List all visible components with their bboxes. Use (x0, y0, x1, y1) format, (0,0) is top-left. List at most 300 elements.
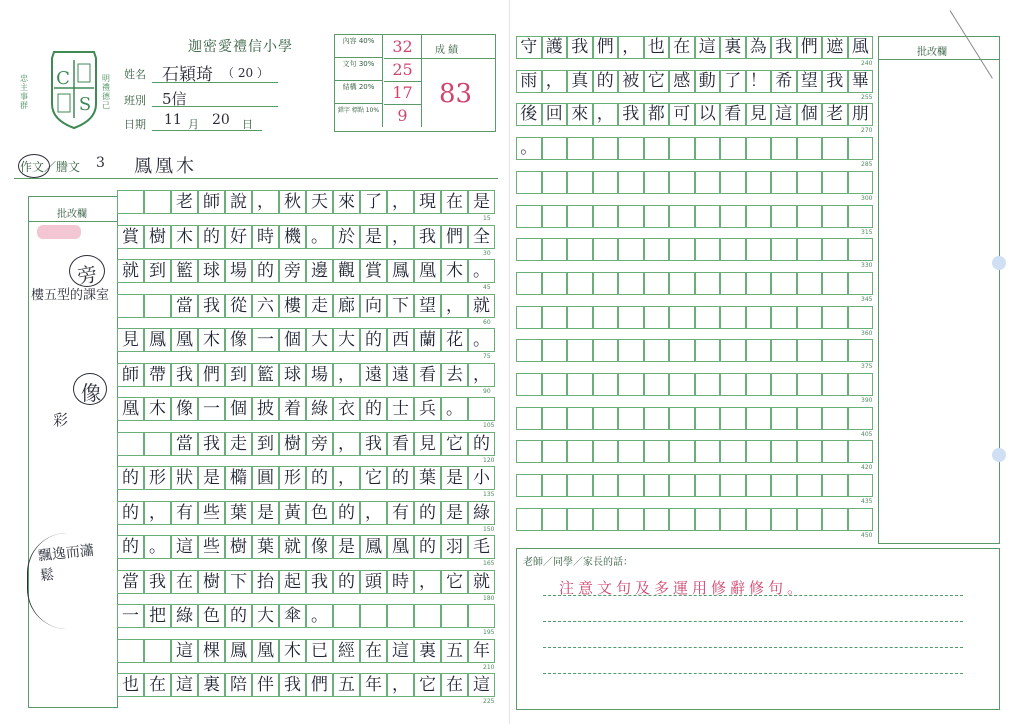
right-grid-cell (720, 272, 746, 295)
right-grid-char: 回 (545, 104, 563, 125)
left-grid-char: 走 (230, 433, 247, 454)
right-grid-cell (695, 440, 721, 463)
right-grid-cell (542, 440, 568, 463)
left-grid-char: 天 (311, 192, 328, 212)
right-grid-char: 以 (698, 104, 716, 125)
right-grid-cell (771, 508, 797, 531)
binder-hole-bottom (992, 448, 1006, 462)
right-grid-cell (695, 238, 721, 261)
binder-hole-top (992, 256, 1006, 270)
left-grid-char: 圓 (257, 468, 274, 488)
date-underline (152, 130, 262, 131)
left-grid-char: 伴 (257, 675, 274, 695)
left-grid-cell (468, 604, 495, 628)
right-grid-cell (516, 272, 542, 295)
left-grid-char: 凰 (122, 399, 139, 419)
right-grid-cell (618, 306, 644, 329)
left-grid-char: 就 (284, 537, 301, 557)
score-label-sentences: 文句 30% (335, 58, 383, 81)
left-grid-char: 這 (176, 640, 193, 661)
left-grid-char: 凰 (257, 640, 274, 661)
left-grid-cell (387, 604, 414, 628)
left-grid-char: ， (149, 502, 166, 523)
right-grid-cell (695, 474, 721, 497)
right-grid-cell (695, 272, 721, 295)
right-grid-cell (542, 272, 568, 295)
left-grid-char: 看 (392, 433, 409, 454)
comment-column-right (878, 36, 1000, 544)
right-grid-char: 這 (698, 37, 716, 57)
left-grid-char: ， (446, 295, 463, 316)
right-grid-cell (593, 171, 619, 194)
right-grid-cell (516, 373, 542, 396)
left-grid-char: 些 (203, 502, 220, 523)
comment-cai: 彩 (53, 411, 69, 429)
right-grid-char: 們 (596, 37, 614, 57)
right-grid-cell (848, 306, 874, 329)
right-grid-cell (746, 508, 772, 531)
right-grid-cell (593, 373, 619, 396)
right-grid-cell (516, 171, 542, 194)
right-grid-cell (797, 306, 823, 329)
right-grid-cell (593, 272, 619, 295)
right-grid-cell (669, 306, 695, 329)
right-grid-cell (797, 440, 823, 463)
left-grid-char: 的 (122, 537, 139, 557)
comment-elegant: 飄逸而瀟鬆 (37, 542, 95, 585)
left-row-count: 135 (483, 491, 495, 498)
right-grid-cell (771, 238, 797, 261)
left-grid-char: 有 (176, 502, 193, 523)
right-grid-cell (618, 137, 644, 160)
left-row-count: 180 (483, 594, 495, 602)
left-grid-char: 到 (230, 364, 247, 385)
comment-xiang: 像 (81, 381, 101, 405)
feedback-line-4 (543, 673, 963, 674)
left-grid-char: 的 (473, 433, 490, 454)
right-grid-cell (593, 440, 619, 463)
right-grid-cell (644, 171, 670, 194)
right-grid-cell (567, 474, 593, 497)
left-grid-char: 見 (419, 433, 436, 454)
left-grid-char: 下 (230, 571, 247, 592)
left-grid-char: 的 (365, 399, 382, 419)
left-grid-cell (117, 190, 144, 214)
right-grid-char: 望 (800, 70, 818, 91)
right-grid-cell (542, 306, 568, 329)
right-grid-cell (567, 171, 593, 194)
right-grid-char: 個 (800, 104, 818, 125)
left-grid-char: 們 (203, 364, 220, 385)
right-grid-cell (618, 474, 644, 497)
left-grid-char: 。 (149, 537, 166, 557)
right-grid-cell (644, 440, 670, 463)
right-grid-cell (618, 238, 644, 261)
feedback-label: 老師／同學／家長的話： (523, 557, 633, 568)
left-grid-char: 綠 (473, 502, 490, 523)
feedback-line-3 (543, 647, 963, 648)
left-grid-cell (468, 397, 495, 421)
right-grid-cell (618, 205, 644, 228)
right-row-count: 270 (861, 127, 873, 135)
left-grid-char: 它 (446, 433, 463, 454)
left-grid-char: 些 (203, 537, 220, 557)
left-grid-char: 我 (365, 433, 382, 454)
right-grid-cell (669, 171, 695, 194)
left-grid-char: 綠 (311, 399, 328, 419)
student-number: （ 20 ） (222, 66, 269, 80)
right-row-count: 375 (861, 363, 873, 371)
left-grid-char: 秋 (284, 192, 301, 212)
right-grid-cell (822, 474, 848, 497)
left-row-count: 105 (483, 422, 495, 429)
score-label-structure: 結構 20% (335, 81, 383, 104)
left-grid-char: 木 (203, 330, 220, 350)
left-grid-char: 鳳 (365, 537, 382, 557)
right-grid-cell (644, 508, 670, 531)
left-grid-char: 就 (473, 571, 490, 592)
right-grid-cell (822, 339, 848, 362)
right-grid-cell (746, 205, 772, 228)
comment-column-label-right: 批改欄 (917, 47, 947, 58)
left-grid-char: 橢 (230, 468, 247, 488)
right-grid-cell (669, 508, 695, 531)
left-grid-char: 。 (311, 606, 328, 626)
name-label: 姓名 (124, 68, 146, 81)
left-grid-char: 的 (419, 502, 436, 523)
right-grid-cell (644, 205, 670, 228)
left-grid-char: 樓 (284, 295, 301, 316)
left-grid-char: 的 (122, 468, 139, 488)
right-grid-cell (771, 306, 797, 329)
right-grid-cell (771, 137, 797, 160)
left-grid-char: ， (473, 364, 490, 385)
right-row-count: 285 (861, 161, 873, 169)
left-grid-char: 頭 (365, 571, 382, 592)
left-grid-char: 像 (311, 537, 328, 557)
left-grid-char: 現 (419, 192, 436, 212)
right-grid-cell (644, 373, 670, 396)
left-grid-char: 球 (284, 364, 301, 385)
right-grid-char: 裏 (724, 37, 742, 57)
right-grid-cell (720, 339, 746, 362)
right-grid-cell (618, 407, 644, 430)
feedback-line-2 (543, 621, 963, 622)
left-grid-char: 這 (392, 640, 409, 661)
right-grid-cell (695, 508, 721, 531)
left-grid-char: 西 (392, 330, 409, 350)
left-grid-char: 它 (446, 571, 463, 592)
right-grid-cell (822, 171, 848, 194)
right-grid-cell (797, 373, 823, 396)
right-grid-cell (567, 137, 593, 160)
right-grid-cell (822, 306, 848, 329)
left-grid-char: 賞 (365, 261, 382, 281)
left-grid-char: 經 (338, 640, 355, 661)
right-grid-cell (771, 373, 797, 396)
right-grid-cell (644, 474, 670, 497)
draft-number: 3 (96, 155, 105, 171)
left-grid-char: ， (338, 433, 355, 454)
left-grid-char: 狀 (176, 468, 193, 488)
left-grid-char: 。 (473, 261, 490, 281)
right-grid-cell (822, 137, 848, 160)
right-grid-cell (618, 373, 644, 396)
left-row-count: 60 (483, 318, 491, 326)
left-grid-char: 木 (176, 226, 193, 247)
left-grid-char: 的 (122, 502, 139, 523)
left-grid-char: 是 (446, 502, 463, 523)
left-grid-char: 的 (392, 468, 409, 488)
comment-elegant-bracket (27, 533, 98, 629)
right-grid-cell (644, 272, 670, 295)
right-grid-char: 老 (826, 104, 844, 125)
right-grid-cell (797, 474, 823, 497)
right-grid-char: 可 (673, 104, 691, 125)
left-grid-char: ， (392, 226, 409, 247)
left-grid-cell (144, 294, 171, 318)
right-grid-cell (669, 373, 695, 396)
comment-column-left (28, 196, 118, 708)
right-grid-cell (720, 205, 746, 228)
left-grid-char: 木 (284, 640, 301, 661)
feedback-box (516, 548, 1000, 710)
right-row-count: 345 (861, 295, 873, 303)
left-grid-char: 裏 (203, 675, 220, 695)
right-grid-cell (848, 137, 874, 160)
right-grid-cell (567, 407, 593, 430)
right-grid-cell (593, 205, 619, 228)
left-grid-cell (441, 604, 468, 628)
right-grid-cell (593, 137, 619, 160)
right-grid-cell (695, 306, 721, 329)
left-grid-char: 大 (338, 330, 355, 350)
left-grid-char: 旁 (284, 261, 301, 281)
comment-classroom: 樓五型的課室 (31, 288, 110, 303)
left-grid-char: 凰 (392, 537, 409, 557)
right-grid-cell (542, 373, 568, 396)
left-grid-char: 。 (473, 330, 490, 350)
right-grid-cell (567, 440, 593, 463)
left-grid-cell (117, 432, 144, 456)
left-grid-char: 的 (338, 502, 355, 523)
right-grid-cell (797, 407, 823, 430)
left-grid-char: 帶 (149, 364, 166, 385)
left-grid-cell (360, 604, 387, 628)
feedback-line-1 (543, 595, 963, 596)
right-grid-cell (669, 440, 695, 463)
left-grid-char: 葉 (257, 537, 274, 557)
left-grid-char: 傘 (284, 606, 301, 626)
left-grid-char: 到 (149, 261, 166, 281)
right-grid-cell (822, 205, 848, 228)
left-grid-char: 我 (149, 571, 166, 592)
name-underline (152, 82, 278, 83)
right-grid-char: 。 (520, 138, 538, 159)
left-grid-char: 時 (257, 226, 274, 247)
right-row-count: 330 (861, 262, 873, 270)
right-grid-char: 希 (775, 70, 793, 91)
right-grid-cell (797, 238, 823, 261)
right-grid-cell (567, 238, 593, 261)
left-grid-cell (144, 432, 171, 456)
right-grid-cell (542, 474, 568, 497)
left-grid-char: ， (257, 192, 274, 212)
essay-title: 鳳凰木 (134, 156, 197, 177)
right-grid-char: 風 (851, 37, 869, 57)
school-name: 迦密愛禮信小學 (188, 39, 293, 55)
right-grid-char: ， (596, 104, 614, 125)
right-grid-cell (644, 306, 670, 329)
right-grid-cell (822, 407, 848, 430)
left-grid-char: 在 (446, 675, 463, 695)
score-value-content: 32 (384, 35, 422, 59)
left-grid-cell (144, 639, 171, 663)
left-grid-char: 好 (230, 226, 247, 247)
right-grid-cell (771, 205, 797, 228)
right-grid-cell (771, 171, 797, 194)
left-grid-char: 場 (230, 261, 247, 281)
score-value-sentences: 25 (384, 58, 422, 82)
left-grid-char: 我 (203, 433, 220, 454)
day-unit: 日 (242, 118, 253, 131)
left-grid-char: 形 (149, 468, 166, 488)
right-row-count: 360 (861, 329, 873, 337)
left-grid-char: 當 (122, 571, 139, 592)
right-grid-char: 我 (622, 104, 640, 125)
left-grid-char: 是 (473, 192, 490, 212)
right-grid-cell (746, 171, 772, 194)
left-grid-cell (144, 190, 171, 214)
left-grid-char: 老 (176, 192, 193, 212)
left-grid-char: 像 (176, 399, 193, 419)
right-grid-cell (542, 171, 568, 194)
right-grid-cell (516, 508, 542, 531)
left-row-count: 45 (483, 284, 491, 291)
left-grid-char: 像 (230, 330, 247, 350)
right-grid-cell (695, 339, 721, 362)
right-grid-cell (771, 272, 797, 295)
left-row-count: 165 (483, 560, 495, 567)
right-grid-cell (746, 407, 772, 430)
left-grid-char: 這 (473, 675, 490, 695)
right-grid-cell (542, 238, 568, 261)
left-grid-char: 裏 (419, 640, 436, 661)
left-grid-char: 木 (446, 261, 463, 281)
right-row-count: 300 (861, 194, 873, 202)
left-grid-char: 向 (365, 295, 382, 316)
class-value: 5信 (162, 90, 187, 108)
left-grid-char: 鳳 (392, 261, 409, 281)
right-grid-cell (746, 137, 772, 160)
right-grid-cell (593, 407, 619, 430)
right-writing-grid (516, 36, 876, 542)
left-grid-char: 見 (122, 330, 139, 350)
right-grid-char: 守 (520, 37, 538, 57)
left-grid-char: 是 (338, 537, 355, 557)
right-grid-cell (822, 373, 848, 396)
left-grid-char: 葉 (419, 468, 436, 488)
right-grid-cell (644, 339, 670, 362)
left-grid-char: 機 (284, 226, 301, 247)
left-grid-char: 一 (257, 330, 274, 350)
left-grid-cell (414, 604, 441, 628)
left-row-count: 75 (483, 353, 491, 360)
left-grid-char: 個 (284, 330, 301, 350)
right-grid-cell (797, 508, 823, 531)
right-grid-char: 遮 (826, 37, 844, 57)
right-grid-cell (720, 137, 746, 160)
right-grid-cell (669, 272, 695, 295)
left-grid-char: 這 (176, 675, 193, 695)
left-grid-cell (333, 604, 360, 628)
left-grid-char: 樹 (284, 433, 301, 454)
left-grid-char: 是 (365, 226, 382, 247)
right-grid-cell (720, 407, 746, 430)
right-grid-cell (797, 272, 823, 295)
right-grid-char: 護 (545, 37, 563, 57)
svg-text:C: C (56, 68, 70, 89)
left-grid-char: 小 (473, 468, 490, 488)
left-grid-char: ， (365, 502, 382, 523)
right-grid-cell (644, 238, 670, 261)
class-label: 班別 (124, 94, 146, 107)
left-grid-char: 我 (284, 675, 301, 695)
right-row-count: 315 (861, 228, 873, 236)
right-grid-char: ！ (749, 70, 767, 91)
svg-text:S: S (78, 94, 92, 115)
right-grid-char: ， (622, 37, 640, 57)
left-grid-char: 了 (365, 192, 382, 212)
month-unit: 月 (188, 118, 199, 131)
right-grid-char: 朋 (851, 104, 869, 125)
left-grid-char: 們 (446, 226, 463, 247)
left-grid-char: 把 (149, 606, 166, 626)
right-grid-char: 為 (749, 37, 767, 57)
left-grid-char: 走 (311, 295, 328, 316)
left-grid-char: 大 (257, 606, 274, 626)
left-grid-char: 當 (176, 295, 193, 316)
right-row-count: 450 (861, 531, 873, 539)
left-row-count: 225 (483, 698, 495, 705)
right-grid-cell (618, 272, 644, 295)
comment-xiang-circle (73, 373, 107, 405)
left-grid-char: 凰 (419, 261, 436, 281)
date-day: 20 (212, 112, 230, 128)
right-grid-cell (542, 508, 568, 531)
right-grid-cell (848, 474, 874, 497)
date-month: 11 (164, 112, 182, 128)
right-grid-char: 它 (647, 70, 665, 91)
left-grid-char: 是 (257, 502, 274, 523)
left-row-count: 210 (483, 663, 495, 671)
left-grid-char: 於 (338, 226, 355, 247)
right-grid-cell (720, 440, 746, 463)
left-grid-char: 五 (338, 675, 355, 695)
right-grid-cell (797, 137, 823, 160)
left-grid-char: 一 (122, 606, 139, 626)
left-grid-char: 起 (284, 571, 301, 592)
left-grid-char: 就 (122, 261, 139, 281)
left-grid-char: 師 (203, 192, 220, 212)
right-grid-cell (669, 474, 695, 497)
right-grid-char: 來 (571, 104, 589, 125)
left-grid-char: 到 (257, 433, 274, 454)
right-grid-char: 都 (647, 104, 665, 125)
left-grid-char: 是 (446, 468, 463, 488)
right-grid-char: 我 (775, 37, 793, 57)
right-grid-cell (848, 373, 874, 396)
